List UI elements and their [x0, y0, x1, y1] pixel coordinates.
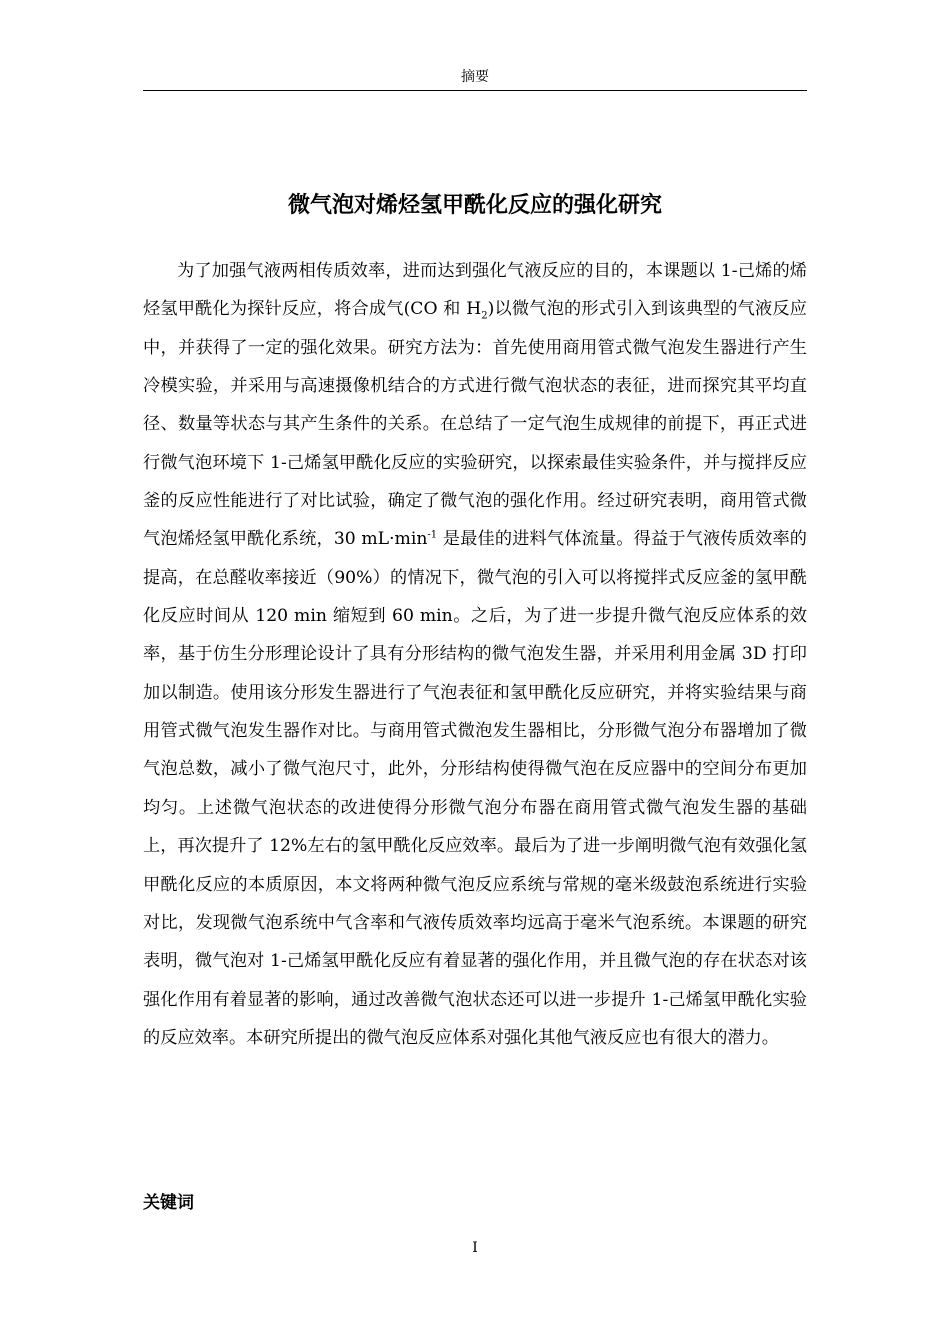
page-header — [143, 66, 807, 91]
abstract-text-part2: )以微气泡的形式引入到该典型的气液反应中，并获得了一定的强化效果。研究方法为：首先使用商用管式微气泡发生器进行产生冷模实验，并采用与高速摄像机结合的方式进行微气泡状态的表征，进而探究其平均直径、数量等状态与其产生条件的关系。在总结了一定气泡生成规律的前提下，再正式进行微气泡环境下 1-己烯氢甲酰化反应的实验研究，以探索最佳实验条件，并与搅拌反应釜的反应性能进行了对比试验，确定了微气泡的强化作用。经过研究表明，商用管式微气泡烯烃氢甲酰化系统，30 mL·min — [143, 299, 807, 550]
keywords-label: 关键词 — [143, 1193, 194, 1213]
document-title: 微气泡对烯烃氢甲酰化反应的强化研究 — [287, 193, 662, 218]
abstract-paragraph — [143, 252, 807, 1057]
page-number: I — [472, 1240, 478, 1256]
abstract-text-part1: 为了加强气液两相传质效率，进而达到强化气液反应的目的，本课题以 1-己烯的烯烃氢甲酰化为探针反应，将合成气(CO 和 H — [143, 261, 807, 320]
superscript-minus-1: -1 — [427, 529, 438, 541]
subscript-2: 2 — [481, 310, 488, 322]
abstract-text-part3: 是最佳的进料气体流量。得益于气液传质效率的提高，在总醛收率接近（90%）的情况下，微气泡的引入可以将搅拌式反应釜的氢甲酰化反应时间从 120 min 缩短到 60 min。之后，为了进一步提升微气泡反应体系的效率，基于仿生分形理论设计了具有分形结构的微气泡发生器，并采用利用金属 3D 打印加以制造。使用该分形发生器进行了气泡表征和氢甲酰化反应研究，并将实验结果与商用管式微气泡发生器作对比。与商用管式微泡发生器相比，分形微气泡分布器增加了微气泡总数，减小了微气泡尺寸，此外，分形结构使得微气泡在反应器中的空间分布更加均匀。上述微气泡状态的改进使得分形微气泡分布器在商用管式微气泡发生器的基础上，再次提升了 12%左右的氢甲酰化反应效率。最后为了进一步阐明微气泡有效强化氢甲酰化反应的本质原因，本文将两种微气泡反应系统与常规的毫米级鼓泡系统进行实验对比，发现微气泡系统中气含率和气液传质效率均远高于毫米气泡系统。本课题的研究表明，微气泡对 1-己烯氢甲酰化反应有着显著的强化作用，并且微气泡的存在状态对该强化作用有着显著的影响，通过改善微气泡状态还可以进一步提升 1-己烯氢甲酰化实验的反应效率。本研究所提出的微气泡反应体系对强化其他气液反应也有很大的潜力。 — [143, 529, 807, 1048]
header-text: 摘要 — [461, 69, 489, 85]
